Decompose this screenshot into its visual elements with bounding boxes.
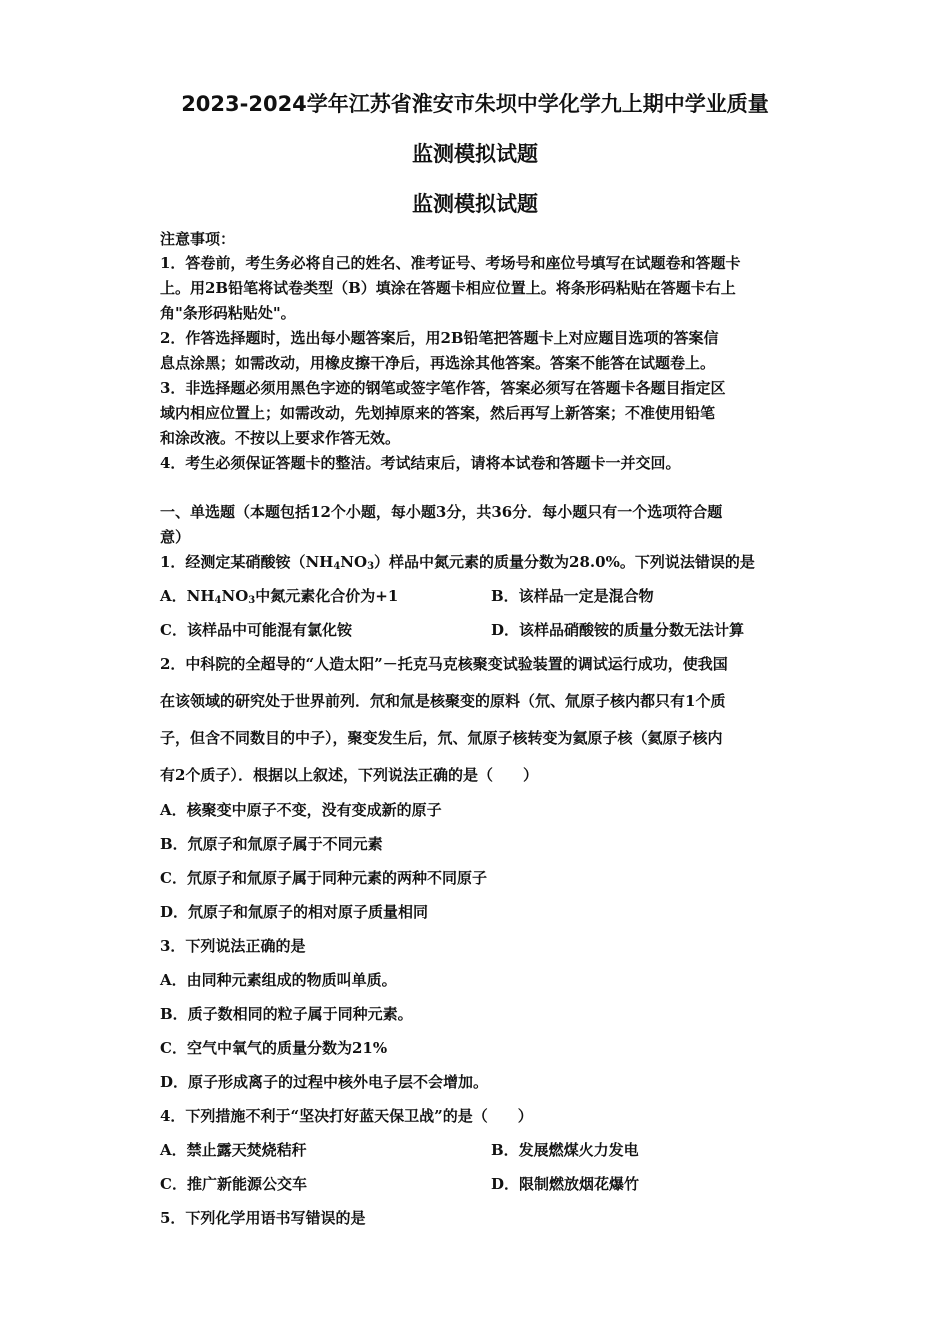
question-1-option-d: D．该样品硝酸铵的质量分数无法计算 [491,621,745,639]
question-4-option-c: C．推广新能源公交车 [160,1175,307,1193]
notice-line: 域内相应位置上；如需改动，先划掉原来的答案，然后再写上新答案；不准使用铅笔 [160,404,716,422]
notice-line: 1．答卷前，考生务必将自己的姓名、准考证号、考场号和座位号填写在试题卷和答题卡 [160,254,741,272]
question-4-option-d: D．限制燃放烟花爆竹 [491,1175,640,1193]
notice-heading: 注意事项： [160,230,236,248]
section-heading: 一、单选题（本题包括12个小题，每小题3分，共36分．每小题只有一个选项符合题 [160,503,723,521]
question-4-stem: 4．下列措施不利于“坚决打好蓝天保卫战”的是（ ） [160,1107,533,1125]
question-2-option-b: B．氘原子和氚原子属于不同元素 [160,835,383,853]
question-3-option-b: B．质子数相同的粒子属于同种元素。 [160,1005,413,1023]
notice-line: 息点涂黑；如需改动，用橡皮擦干净后，再选涂其他答案。答案不能答在试题卷上。 [160,354,716,372]
question-3-stem: 3．下列说法正确的是 [160,937,306,955]
notice-line: 4．考生必须保证答题卡的整洁。考试结束后，请将本试卷和答题卡一并交回。 [160,454,681,472]
question-2-option-a: A．核聚变中原子不变，没有变成新的原子 [160,801,442,819]
question-2-stem: 2．中科院的全超导的“人造太阳”－托克马克核聚变试验装置的调试运行成功，使我国 [160,655,728,673]
exam-title-line-2: 监测模拟试题 [412,142,538,166]
question-2-stem: 有2个质子）．根据以上叙述，下列说法正确的是（ ） [160,766,538,784]
question-2-option-c: C．氘原子和氚原子属于同种元素的两种不同原子 [160,869,487,887]
question-2-stem: 在该领域的研究处于世界前列．氘和氚是核聚变的原料（氘、氚原子核内都只有1个质 [160,692,726,710]
section-heading-cont: 意） [160,528,191,546]
question-4-option-a: A．禁止露天焚烧秸秆 [160,1141,307,1159]
notice-line: 和涂改液。不按以上要求作答无效。 [160,429,401,447]
notice-line: 角"条形码粘贴处"。 [160,304,296,322]
notice-line: 2．作答选择题时，选出每小题答案后，用2B铅笔把答题卡上对应题目选项的答案信 [160,329,719,347]
question-2-option-d: D．氘原子和氚原子的相对原子质量相同 [160,903,429,921]
question-3-option-a: A．由同种元素组成的物质叫单质。 [160,971,397,989]
question-1-option-b: B．该样品一定是混合物 [491,587,654,605]
question-1-stem: 1．经测定某硝酸铵$(NH_4NO_3)$样品中氮元素的质量分数为28.0%。下列说法错误的是 [160,553,755,572]
question-2-stem: 子，但含不同数目的中子），聚变发生后，氘、氚原子核转变为氦原子核（氦原子核内 [160,729,723,747]
question-1-option-a: A．$NH_4NO_3$中氮元素化合价为+1 [160,587,399,606]
exam-title-line-3: 监测模拟试题 [412,192,538,216]
question-3-option-d: D．原子形成离子的过程中核外电子层不会增加。 [160,1073,489,1091]
question-1-option-c: C．该样品中可能混有氯化铵 [160,621,352,639]
notice-line: 上。用2B铅笔将试卷类型（B）填涂在答题卡相应位置上。将条形码粘贴在答题卡右上 [160,279,736,297]
exam-title-line-1: 2023-2024学年江苏省淮安市朱坝中学化学九上期中学业质量 [181,92,769,116]
notice-line: 3．非选择题必须用黑色字迹的钢笔或签字笔作答，答案必须写在答题卡各题目指定区 [160,379,726,397]
question-3-option-c: C．空气中氧气的质量分数为21% [160,1039,388,1057]
question-4-option-b: B．发展燃煤火力发电 [491,1141,639,1159]
question-5-stem: 5．下列化学用语书写错误的是 [160,1209,366,1227]
